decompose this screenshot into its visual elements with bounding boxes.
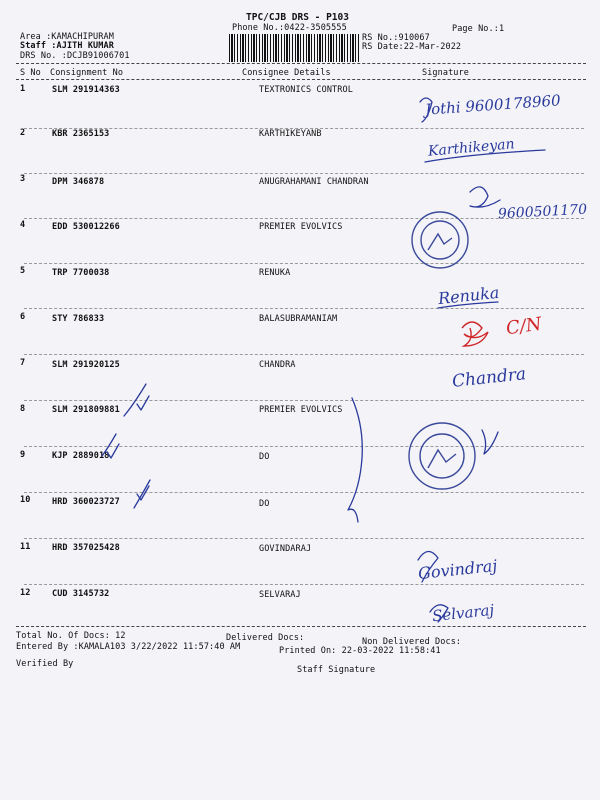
printed-on: Printed On: 22-03-2022 11:58:41: [279, 646, 441, 656]
handwritten-signature-2: Karthikeyan: [427, 136, 516, 160]
col-header-consignee: Consignee Details: [242, 68, 331, 78]
footer-divider: [16, 626, 586, 627]
row-consignee: RENUKA: [259, 268, 291, 278]
company-stamp-1: [412, 212, 468, 268]
row-consignee: TEXTRONICS CONTROL: [259, 85, 353, 95]
row-consignment: DPM 346878: [52, 177, 105, 187]
handwritten-signature-7: Chandra: [451, 364, 528, 392]
row-sno: 6: [20, 312, 26, 322]
row-consignment: HRD 360023727: [52, 497, 120, 507]
row-consignment: KJP 2889018: [52, 451, 110, 461]
drs-number: DRS No. :DCJB91006701: [20, 51, 130, 61]
row-consignment: SLM 291914363: [52, 85, 120, 95]
row-consignment: CUD 3145732: [52, 589, 110, 599]
staff-label: Staff :AJITH KUMAR: [20, 41, 114, 51]
non-delivered-docs: Non Delivered Docs:: [362, 637, 462, 647]
row-sno: 5: [20, 266, 26, 276]
row-consignment: EDD 530012266: [52, 222, 120, 232]
staff-signature-label: Staff Signature: [297, 665, 376, 675]
row-divider: [24, 263, 584, 264]
document-title: TPC/CJB DRS - P103: [246, 12, 349, 23]
row-divider: [24, 584, 584, 585]
row-consignment: HRD 357025428: [52, 543, 120, 553]
red-scribble: [462, 322, 488, 346]
row-divider: [24, 354, 584, 355]
row-consignment: SLM 291809881: [52, 405, 120, 415]
row-consignee: PREMIER EVOLVICS: [259, 222, 343, 232]
row-consignee: DO: [259, 499, 270, 509]
header-divider-bottom: [16, 79, 586, 80]
handwritten-signature-12: Selvaraj: [431, 600, 495, 626]
handwritten-signature-6: C/N: [504, 313, 543, 340]
verified-by: Verified By: [16, 659, 74, 669]
delivered-docs: Delivered Docs:: [226, 633, 305, 643]
row-divider: [24, 400, 584, 401]
row-divider: [24, 308, 584, 309]
handwritten-signature-5: Renuka: [437, 282, 501, 309]
row-consignee: BALASUBRAMANIAM: [259, 314, 338, 324]
entered-by: Entered By :KAMALA103 3/22/2022 11:57:40 AM: [16, 642, 241, 652]
row-divider: [24, 446, 584, 447]
row-consignment: KBR 2365153: [52, 129, 110, 139]
row-divider: [24, 173, 584, 174]
row-sno: 3: [20, 174, 26, 184]
row-consignee: CHANDRA: [259, 360, 296, 370]
handwritten-signature-11: Govindraj: [417, 555, 499, 584]
row-sno: 11: [20, 542, 31, 552]
page-number: Page No.:1: [452, 24, 505, 34]
row-consignment: TRP 7700038: [52, 268, 110, 278]
row-sno: 8: [20, 404, 26, 414]
col-header-sno: S No: [20, 68, 41, 78]
handwritten-signature-1: Jothi 9600178960: [424, 91, 562, 119]
row-consignee: GOVINDARAJ: [259, 544, 312, 554]
row-consignee: DO: [259, 452, 270, 462]
row-sno: 4: [20, 220, 26, 230]
row-consignee: SELVARAJ: [259, 590, 301, 600]
row-sno: 12: [20, 588, 31, 598]
row-consignee: KARTHIKEYANB: [259, 129, 322, 139]
rs-number: RS No.:910067: [362, 33, 430, 43]
rs-date: RS Date:22-Mar-2022: [362, 42, 462, 52]
total-docs: Total No. Of Docs: 12: [16, 631, 126, 641]
row-sno: 7: [20, 358, 26, 368]
barcode: [229, 34, 359, 62]
company-stamp-2: [409, 423, 475, 489]
row-consignment: SLM 291920125: [52, 360, 120, 370]
col-header-signature: Signature: [422, 68, 469, 78]
handwritten-signature-3: 9600501170: [497, 201, 588, 223]
row-consignee: ANUGRAHAMANI CHANDRAN: [259, 177, 369, 187]
row-consignment: STY 786833: [52, 314, 105, 324]
row-sno: 1: [20, 84, 26, 94]
area-label: Area :KAMACHIPURAM: [20, 32, 114, 42]
row-sno: 2: [20, 128, 26, 138]
row-divider: [24, 538, 584, 539]
row-sno: 10: [20, 495, 31, 505]
row-sno: 9: [20, 450, 26, 460]
row-divider: [24, 492, 584, 493]
col-header-consignment: Consignment No: [50, 68, 124, 78]
row-consignee: PREMIER EVOLVICS: [259, 405, 343, 415]
header-divider-top: [16, 63, 586, 64]
phone-number: Phone No.:0422-3505555: [232, 23, 347, 33]
